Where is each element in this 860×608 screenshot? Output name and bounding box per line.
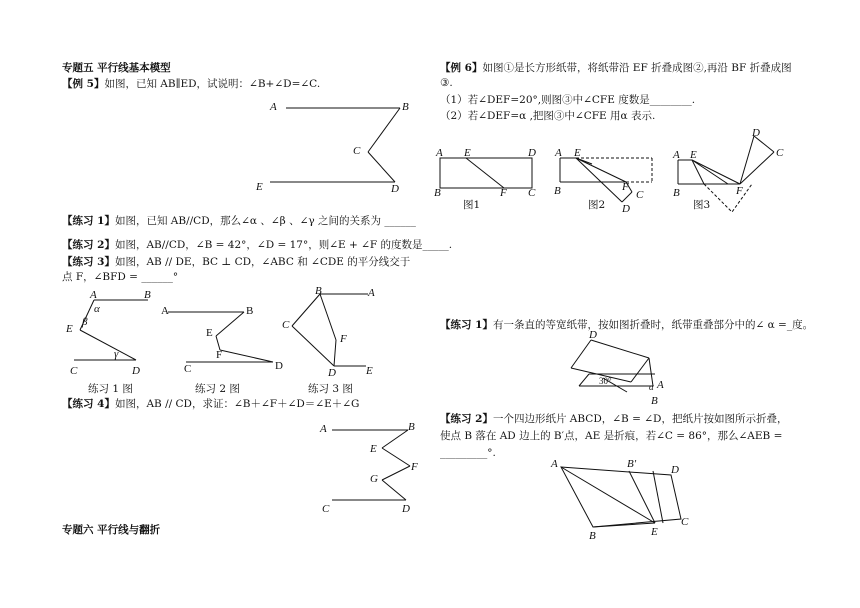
ex5-label-B: B [402,101,409,113]
topic6-title: 专题六 平行线与翻折 [62,524,161,536]
practice2-figure [158,300,298,376]
fig2-label-F: F [622,181,629,193]
practice1-tag: 【练习 1】 [62,215,115,227]
p2-label-D: D [275,360,283,372]
fig1-label-D: D [528,147,536,159]
practice3-caption: 练习 3 图 [308,383,353,395]
p3-label-F: F [340,333,347,345]
example6-tag: 【例 6】 [440,62,483,74]
fig3-label-D: D [752,127,760,139]
p4-label-G: G [370,473,378,485]
fig1-label-F: F [500,187,507,199]
rp1-label-alpha: α [649,382,654,392]
fig3-label-E: E [690,149,697,161]
p2-label-B: B [246,305,254,317]
right-practice2-tag: 【练习 2】 [440,413,493,425]
example6-fig2 [552,146,662,216]
practice2-text: 如图，AB//CD，∠B = 42°，∠D = 17°，则∠E + ∠F 的度数是_____. [114,239,453,251]
p3-label-C: C [282,319,290,331]
ex5-label-E: E [256,181,263,193]
fig1-caption: 图1 [463,199,481,211]
fig1-label-A: A [436,147,443,159]
p1-label-alpha: α [94,303,100,315]
p2-label-A: A [161,305,169,317]
p3-label-A: A [368,287,375,299]
practice3-figure [278,284,388,378]
p4-label-C: C [322,503,330,515]
example5-figure [250,96,420,196]
rp2-label-E: E [651,526,658,538]
practice2-caption: 练习 2 图 [195,383,240,395]
p4-label-E: E [370,443,377,455]
right-practice2-text: 一个四边形纸片 ABCD，∠B = ∠D，把纸片按如图所示折叠， [492,413,788,425]
fig3-label-F: F [736,185,743,197]
p1-label-gamma: γ [114,348,119,360]
rp2-label-B: B [589,530,596,542]
fig3-label-C: C [776,147,784,159]
p3-label-E: E [366,365,373,377]
example6-question1: （1）若∠DEF=20°,则图③中∠CFE 度数是________. [440,94,696,106]
p1-label-D: D [132,365,140,377]
p1-label-C: C [70,365,78,377]
p1-label-E: E [66,323,73,335]
practice1 [62,214,416,228]
example6-line1 [440,61,792,75]
right-practice1-figure [565,330,675,410]
ex5-label-C: C [353,145,361,157]
p2-label-C: C [184,363,192,375]
p4-label-A: A [320,423,327,435]
fig1-label-B: B [434,187,441,199]
right-practice1-text: 有一条直的等宽纸带，按如图折叠时，纸带重叠部分中的∠ α =_度。 [492,319,814,331]
right-practice2-line1 [440,412,787,426]
example5 [62,77,320,91]
p1-label-A: A [90,289,97,301]
example6-fig1 [432,146,544,210]
fig3-label-A: A [673,149,680,161]
right-practice1-tag: 【练习 1】 [440,319,493,331]
example6-fig3 [672,124,784,218]
practice1-text: 如图，已知 AB//CD，那么∠α 、∠β 、∠γ 之间的关系为 ______ [114,215,416,227]
fig1-label-E: E [464,147,471,159]
rp1-label-D: D [589,329,597,341]
example6-line2: ③. [440,77,453,89]
practice3-tag: 【练习 3】 [62,256,115,268]
rp2-label-Bprime: B′ [627,458,637,470]
practice4-tag: 【练习 4】 [62,398,115,410]
example6-text: 如图①是长方形纸带，将纸带沿 EF 折叠成图②,再沿 BF 折叠成图 [482,62,792,74]
practice1-caption: 练习 1 图 [88,383,133,395]
example5-tag: 【例 5】 [62,78,105,90]
rp2-label-D: D [671,464,679,476]
practice1-figure [60,288,155,378]
fig2-label-A: A [555,147,562,159]
topic5-title: 专题五 平行线基本模型 [62,62,171,74]
ex5-label-D: D [391,183,399,195]
fig2-label-E: E [574,147,581,159]
fig1-label-C: C [528,187,536,199]
p2-label-F: F [216,349,223,361]
p4-label-B: B [408,421,415,433]
practice4 [62,397,359,411]
p4-label-D: D [402,503,410,515]
p1-label-beta: β [82,316,88,328]
practice2 [62,238,452,252]
example5-text: 如图，已知 AB∥ED，试说明：∠B+∠D=∠C. [104,78,321,90]
fig3-caption: 图3 [693,199,711,211]
practice3-text: 如图，AB // DE，BC ⊥ CD，∠ABC 和 ∠CDE 的平分线交于 [114,256,411,268]
rp1-label-B: B [651,395,658,407]
p3-label-B: B [315,285,322,297]
right-practice2-line2: 使点 B 落在 AD 边上的 B′点，AE 是折痕，若∠C = 86°，那么∠AEB = [440,430,783,442]
fig3-label-B: B [673,187,680,199]
rp2-label-A: A [551,458,558,470]
practice4-text: 如图，AB // CD，求证：∠B＋∠F＋∠D＝∠E＋∠G [114,398,360,410]
practice2-tag: 【练习 2】 [62,239,115,251]
example6-question2: （2）若∠DEF=α ,把图③中∠CFE 用α 表示. [440,110,656,122]
fig2-label-B: B [554,185,561,197]
right-practice2-figure [545,455,695,545]
p4-label-F: F [411,461,418,473]
p1-label-B: B [144,289,151,301]
practice4-figure [318,418,428,518]
rp1-label-30: 30° [599,376,612,386]
practice3-line1 [62,255,410,269]
fig2-label-D: D [622,203,630,215]
ex5-label-A: A [270,101,277,113]
fig2-label-C: C [636,189,644,201]
practice3-line2: 点 F，∠BFD = ______° [62,271,179,283]
rp2-label-C: C [681,516,689,528]
fig2-caption: 图2 [588,199,606,211]
rp1-label-A: A [657,379,664,391]
p3-label-D: D [328,367,336,379]
right-practice2-line3: _________°. [440,447,496,459]
p2-label-E: E [206,327,213,339]
